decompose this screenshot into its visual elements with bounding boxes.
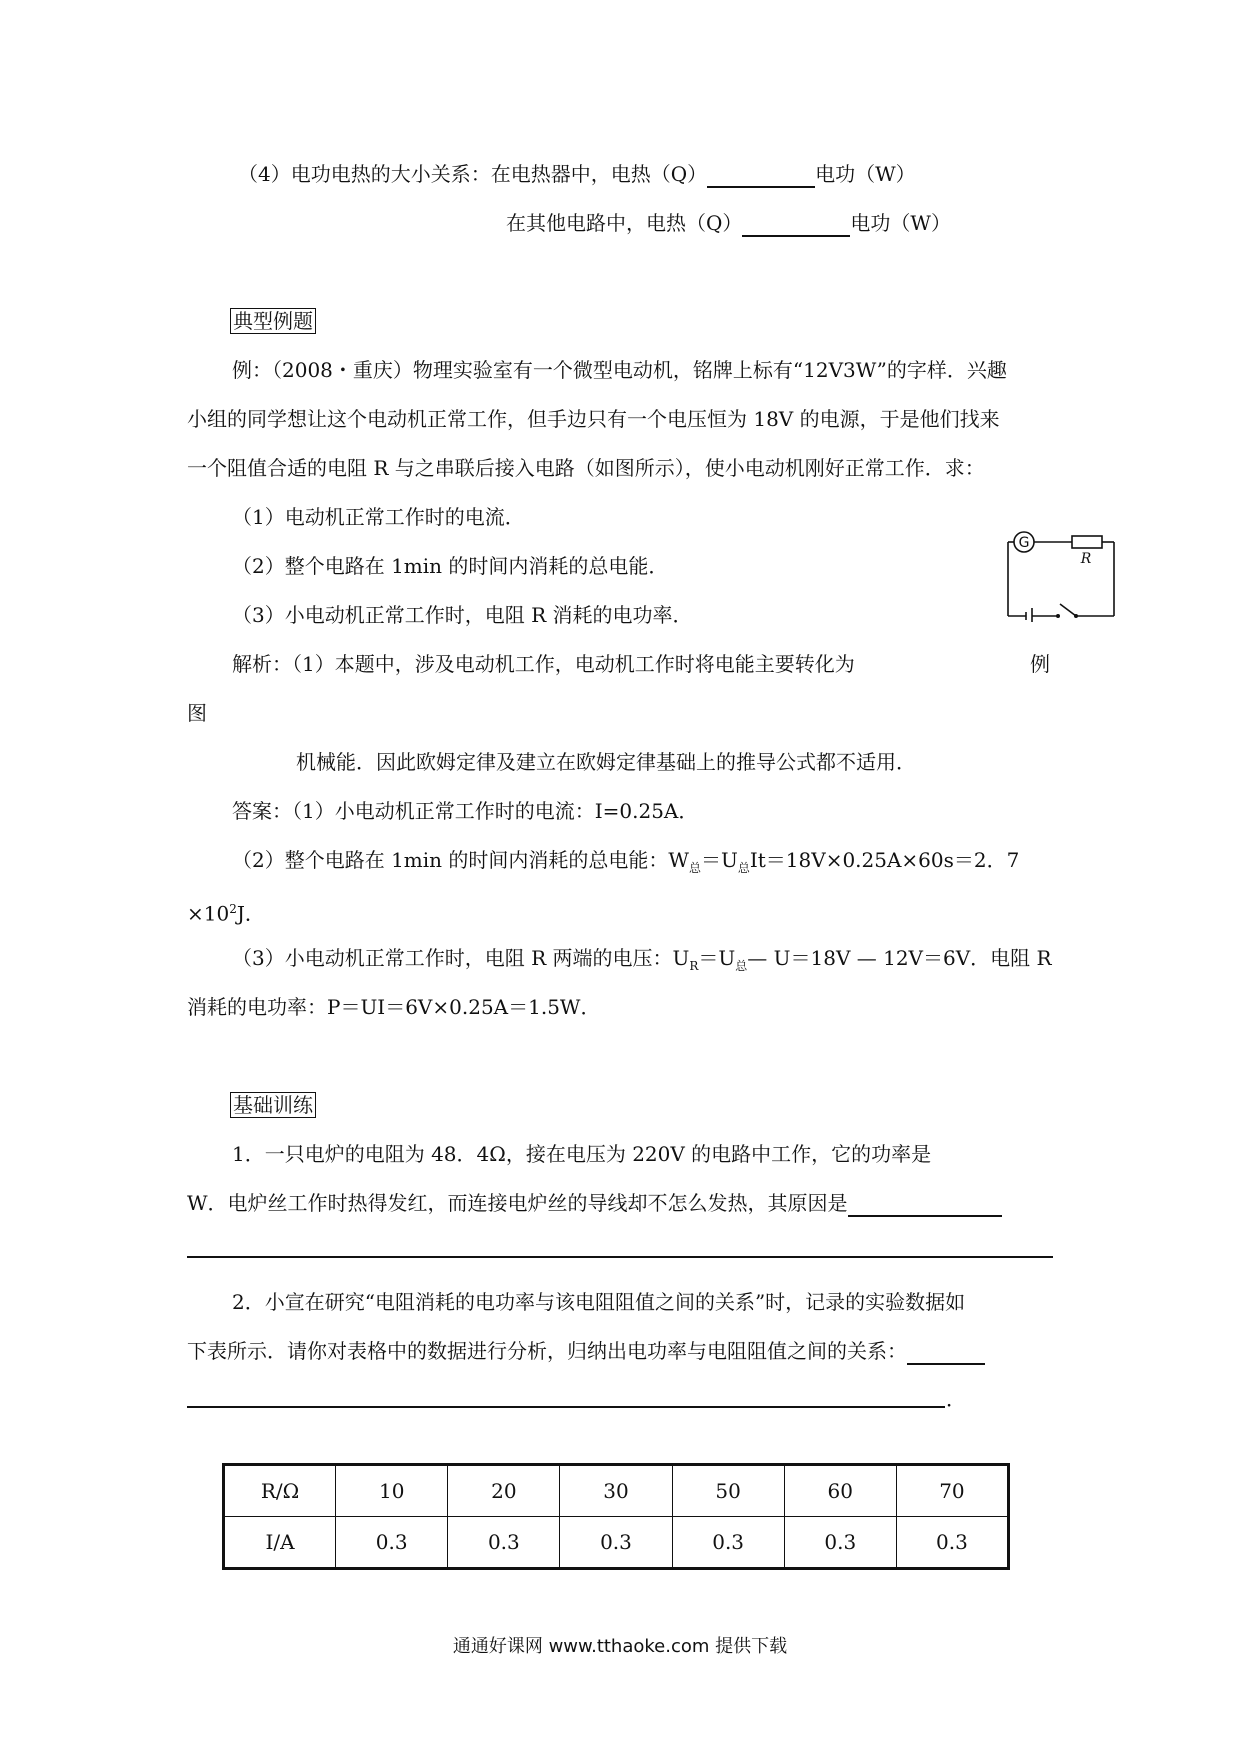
subscript: 总	[737, 861, 750, 875]
table-row	[224, 1517, 1009, 1569]
data-table	[222, 1463, 1010, 1570]
table-cell: 30	[560, 1465, 672, 1517]
example-question-1: （1）电动机正常工作时的电流．	[232, 505, 525, 529]
answer-2-text-b: ＝U	[700, 848, 738, 872]
table-header-cell: R/Ω	[224, 1465, 336, 1517]
table-cell: 20	[448, 1465, 560, 1517]
superscript: 2	[229, 902, 237, 916]
figure-caption-a: 例	[1030, 652, 1050, 676]
table-cell: 60	[784, 1465, 896, 1517]
answer-3-line2: 消耗的电功率：P＝UI＝6V×0.25A＝1.5W．	[187, 995, 601, 1019]
answer-3-line1	[232, 944, 1052, 980]
problem-2-line2	[187, 1337, 985, 1365]
table-cell: 0.3	[336, 1517, 448, 1569]
table-cell: 0.3	[784, 1517, 896, 1569]
problem-1-line1: 1．一只电炉的电阻为 48．4Ω，接在电压为 220V 的电路中工作，它的功率是	[232, 1142, 932, 1166]
circuit-diagram	[1000, 530, 1124, 622]
answer-2-line1	[232, 846, 1019, 882]
answer-3-text-b: ＝U	[698, 946, 736, 970]
analysis-line1: 解析：（1）本题中，涉及电动机工作，电动机工作时将电能主要转化为	[232, 652, 855, 676]
item4-line1	[238, 160, 916, 188]
section-heading-example	[230, 307, 316, 335]
table-row	[224, 1465, 1009, 1517]
table-cell: 70	[896, 1465, 1008, 1517]
answer-line[interactable]	[187, 1406, 945, 1408]
page-footer: 通通好课网 www.tthaoke.com 提供下载	[452, 1636, 788, 1657]
answer-2-text-d: ×10	[187, 901, 230, 926]
answer-1: 答案：（1）小电动机正常工作时的电流：I=0.25A．	[232, 799, 699, 823]
example-question-2: （2）整个电路在 1min 的时间内消耗的总电能．	[232, 554, 669, 578]
circuit-label-g: G	[1018, 535, 1030, 551]
switch-icon	[1060, 604, 1076, 616]
table-cell: 0.3	[560, 1517, 672, 1569]
problem-2-text: 下表所示．请你对表格中的数据进行分析，归纳出电功率与电阻阻值之间的关系：	[187, 1339, 907, 1363]
answer-blank[interactable]	[707, 164, 815, 188]
answer-blank[interactable]	[848, 1193, 1002, 1217]
table-cell: 0.3	[672, 1517, 784, 1569]
table-cell: 10	[336, 1465, 448, 1517]
answer-blank[interactable]	[742, 213, 850, 237]
heading-box: 典型例题	[230, 308, 316, 334]
item4-line1-suffix: 电功（W）	[815, 162, 916, 186]
answer-2-text-c: It＝18V×0.25A×60s＝2．7	[749, 848, 1020, 872]
answer-2-line2	[187, 895, 265, 928]
example-paragraph-line2: 小组的同学想让这个电动机正常工作，但手边只有一个电压恒为 18V 的电源，于是他们找来	[187, 407, 1000, 431]
answer-3-text-a: （3）小电动机正常工作时，电阻 R 两端的电压：U	[232, 946, 690, 970]
circuit-label-r: R	[1080, 551, 1092, 567]
problem-2-line1: 2．小宣在研究“电阻消耗的电功率与该电阻阻值之间的关系”时，记录的实验数据如	[232, 1290, 966, 1314]
table-cell: 50	[672, 1465, 784, 1517]
item4-line2	[506, 209, 951, 237]
item4-line2-suffix: 电功（W）	[850, 211, 951, 235]
table-cell: 0.3	[448, 1517, 560, 1569]
problem-1-text: W．电炉丝工作时热得发红，而连接电炉丝的导线却不怎么发热，其原因是	[187, 1191, 848, 1215]
table-cell: 0.3	[896, 1517, 1008, 1569]
problem-2-end-mark: ．	[946, 1387, 966, 1411]
item4-line1-text: （4）电功电热的大小关系：在电热器中，电热（Q）	[238, 162, 708, 186]
answer-2-text-a: （2）整个电路在 1min 的时间内消耗的总电能：W	[232, 848, 689, 872]
item4-line2-text: 在其他电路中，电热（Q）	[506, 211, 743, 235]
answer-2-text-e: J．	[236, 901, 265, 926]
example-paragraph-line1: 例：（2008・重庆）物理实验室有一个微型电动机，铭牌上标有“12V3W”的字样．兴趣	[232, 358, 1007, 382]
section-heading-basic	[230, 1091, 316, 1119]
subscript: 总	[688, 861, 701, 875]
answer-3-text-c: — U＝18V — 12V＝6V．电阻 R	[747, 946, 1052, 970]
figure-caption-b: 图	[187, 701, 207, 725]
table-header-cell: I/A	[224, 1517, 336, 1569]
analysis-line2: 机械能．因此欧姆定律及建立在欧姆定律基础上的推导公式都不适用．	[296, 750, 916, 774]
answer-blank[interactable]	[907, 1341, 985, 1365]
heading-box: 基础训练	[230, 1092, 316, 1118]
example-question-3: （3）小电动机正常工作时，电阻 R 消耗的电功率．	[232, 603, 693, 627]
resistor-icon	[1072, 536, 1102, 548]
subscript: 总	[735, 959, 748, 973]
subscript: R	[689, 959, 699, 973]
problem-1-line2	[187, 1189, 1002, 1217]
example-paragraph-line3: 一个阻值合适的电阻 R 与之串联后接入电路（如图所示），使小电动机刚好正常工作．求：	[187, 456, 985, 480]
answer-line[interactable]	[187, 1256, 1053, 1258]
